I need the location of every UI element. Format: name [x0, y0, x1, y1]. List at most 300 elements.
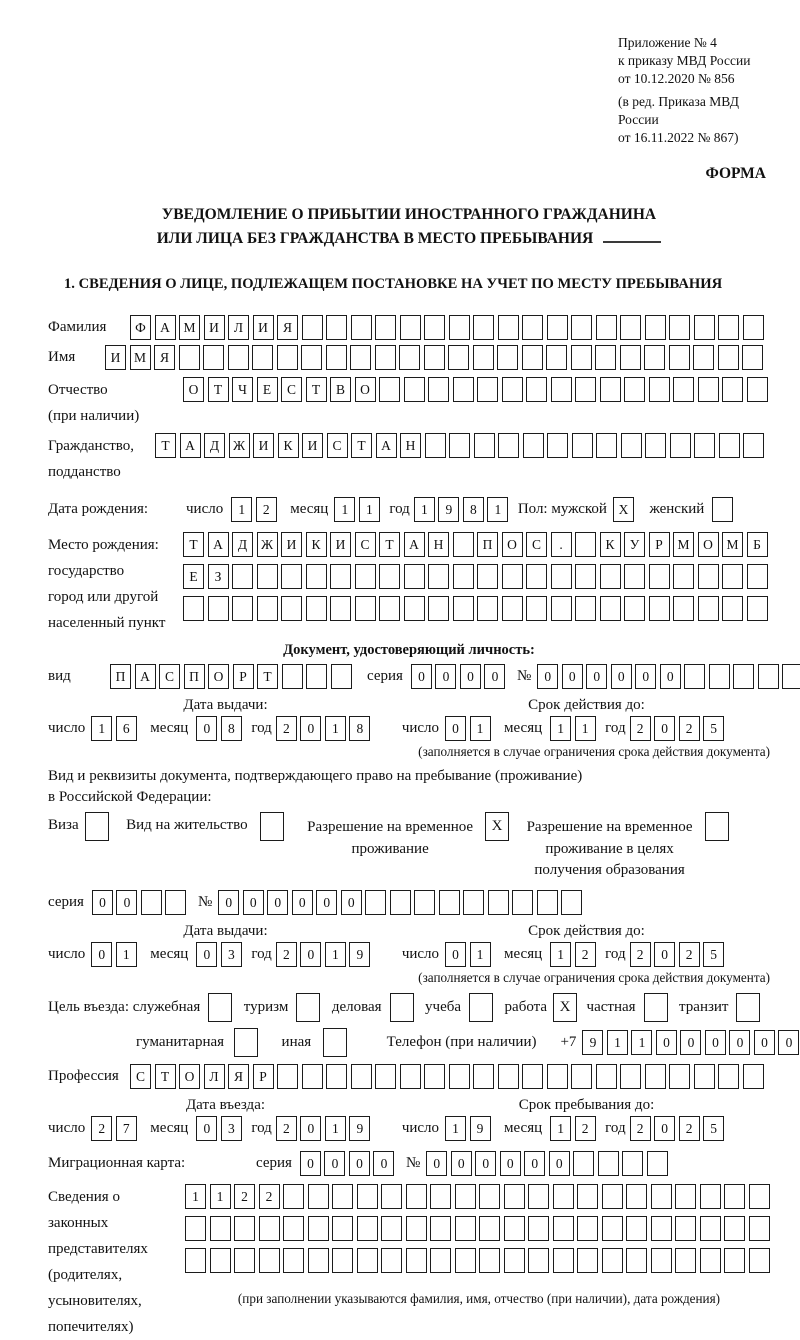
char-box[interactable] [296, 993, 320, 1022]
char-box[interactable]: 0 [656, 1030, 677, 1055]
char-box[interactable] [693, 345, 714, 370]
char-box[interactable] [528, 1184, 549, 1209]
char-box[interactable] [479, 1184, 500, 1209]
char-box[interactable]: 0 [754, 1030, 775, 1055]
char-box[interactable] [526, 564, 547, 589]
char-box[interactable] [743, 433, 764, 458]
char-box[interactable] [449, 1064, 470, 1089]
char-box[interactable] [724, 1216, 745, 1241]
char-box[interactable]: 0 [445, 716, 466, 741]
char-box[interactable] [602, 1216, 623, 1241]
char-box[interactable] [620, 1064, 641, 1089]
char-box[interactable] [379, 596, 400, 621]
char-box[interactable] [523, 433, 544, 458]
char-box[interactable] [528, 1248, 549, 1273]
char-box[interactable]: В [330, 377, 351, 402]
char-box[interactable]: И [302, 433, 323, 458]
char-box[interactable] [571, 345, 592, 370]
char-box[interactable]: X [553, 993, 577, 1022]
char-box[interactable] [649, 377, 670, 402]
char-box[interactable]: А [404, 532, 425, 557]
char-box[interactable]: П [110, 664, 131, 689]
char-box[interactable]: У [624, 532, 645, 557]
char-box[interactable] [502, 377, 523, 402]
char-box[interactable]: . [551, 532, 572, 557]
char-box[interactable] [283, 1216, 304, 1241]
char-box[interactable]: 0 [586, 664, 607, 689]
char-box[interactable] [624, 564, 645, 589]
char-box[interactable] [651, 1248, 672, 1273]
char-box[interactable] [406, 1184, 427, 1209]
char-box[interactable] [332, 1184, 353, 1209]
char-box[interactable] [575, 596, 596, 621]
char-box[interactable] [709, 664, 730, 689]
char-box[interactable]: 2 [679, 716, 700, 741]
char-box[interactable]: Я [154, 345, 175, 370]
char-box[interactable] [547, 433, 568, 458]
char-box[interactable] [455, 1216, 476, 1241]
char-box[interactable] [626, 1216, 647, 1241]
char-box[interactable]: 0 [196, 716, 217, 741]
char-box[interactable] [526, 377, 547, 402]
char-box[interactable]: X [613, 497, 634, 522]
char-box[interactable] [234, 1028, 258, 1057]
char-box[interactable]: З [208, 564, 229, 589]
char-box[interactable]: 0 [243, 890, 264, 915]
char-box[interactable]: А [135, 664, 156, 689]
char-box[interactable] [722, 377, 743, 402]
char-box[interactable]: О [208, 664, 229, 689]
char-box[interactable]: Т [257, 664, 278, 689]
char-box[interactable] [504, 1184, 525, 1209]
char-box[interactable] [308, 1216, 329, 1241]
char-box[interactable] [498, 1064, 519, 1089]
char-box[interactable] [203, 345, 224, 370]
char-box[interactable] [332, 1216, 353, 1241]
char-box[interactable] [428, 564, 449, 589]
char-box[interactable]: О [183, 377, 204, 402]
char-box[interactable]: А [208, 532, 229, 557]
char-box[interactable]: 0 [92, 890, 113, 915]
char-box[interactable] [675, 1216, 696, 1241]
char-box[interactable] [675, 1184, 696, 1209]
char-box[interactable] [165, 890, 186, 915]
char-box[interactable] [210, 1216, 231, 1241]
char-box[interactable]: Ж [229, 433, 250, 458]
char-box[interactable]: 8 [349, 716, 370, 741]
char-box[interactable] [600, 596, 621, 621]
char-box[interactable]: А [180, 433, 201, 458]
char-box[interactable]: Т [155, 1064, 176, 1089]
char-box[interactable] [350, 345, 371, 370]
char-box[interactable]: 1 [575, 716, 596, 741]
char-box[interactable] [232, 564, 253, 589]
char-box[interactable] [357, 1184, 378, 1209]
char-box[interactable]: Н [428, 532, 449, 557]
char-box[interactable]: 2 [575, 1116, 596, 1141]
char-box[interactable]: 1 [91, 716, 112, 741]
char-box[interactable] [596, 315, 617, 340]
char-box[interactable] [473, 345, 494, 370]
char-box[interactable]: 0 [426, 1151, 447, 1176]
char-box[interactable] [308, 1248, 329, 1273]
char-box[interactable]: 3 [221, 942, 242, 967]
char-box[interactable] [743, 1064, 764, 1089]
char-box[interactable]: И [330, 532, 351, 557]
char-box[interactable] [308, 1184, 329, 1209]
char-box[interactable]: Т [183, 532, 204, 557]
char-box[interactable] [747, 377, 768, 402]
char-box[interactable] [724, 1248, 745, 1273]
char-box[interactable]: 0 [445, 942, 466, 967]
char-box[interactable] [700, 1184, 721, 1209]
char-box[interactable] [700, 1248, 721, 1273]
char-box[interactable] [651, 1216, 672, 1241]
char-box[interactable] [351, 1064, 372, 1089]
char-box[interactable]: 0 [316, 890, 337, 915]
char-box[interactable] [455, 1248, 476, 1273]
char-box[interactable]: 9 [438, 497, 459, 522]
char-box[interactable] [698, 596, 719, 621]
char-box[interactable] [473, 315, 494, 340]
char-box[interactable] [453, 532, 474, 557]
char-box[interactable]: Л [204, 1064, 225, 1089]
char-box[interactable] [306, 564, 327, 589]
char-box[interactable] [282, 664, 303, 689]
char-box[interactable] [400, 1064, 421, 1089]
char-box[interactable] [326, 315, 347, 340]
char-box[interactable] [644, 345, 665, 370]
char-box[interactable] [749, 1184, 770, 1209]
char-box[interactable]: К [306, 532, 327, 557]
char-box[interactable] [575, 564, 596, 589]
char-box[interactable] [742, 345, 763, 370]
char-box[interactable] [747, 564, 768, 589]
char-box[interactable] [85, 812, 109, 841]
char-box[interactable] [277, 345, 298, 370]
char-box[interactable]: А [155, 315, 176, 340]
char-box[interactable] [479, 1248, 500, 1273]
char-box[interactable]: 1 [470, 942, 491, 967]
char-box[interactable] [474, 433, 495, 458]
char-box[interactable]: М [673, 532, 694, 557]
char-box[interactable] [365, 890, 386, 915]
char-box[interactable] [477, 564, 498, 589]
char-box[interactable]: 0 [116, 890, 137, 915]
char-box[interactable] [504, 1216, 525, 1241]
char-box[interactable] [673, 596, 694, 621]
char-box[interactable] [575, 532, 596, 557]
char-box[interactable] [528, 1216, 549, 1241]
char-box[interactable]: К [278, 433, 299, 458]
char-box[interactable]: 0 [324, 1151, 345, 1176]
char-box[interactable]: М [179, 315, 200, 340]
char-box[interactable] [301, 345, 322, 370]
char-box[interactable] [428, 596, 449, 621]
char-box[interactable]: 0 [635, 664, 656, 689]
char-box[interactable] [357, 1216, 378, 1241]
char-box[interactable] [669, 1064, 690, 1089]
char-box[interactable] [712, 497, 733, 522]
char-box[interactable]: 2 [259, 1184, 280, 1209]
char-box[interactable] [473, 1064, 494, 1089]
char-box[interactable] [758, 664, 779, 689]
char-box[interactable] [522, 1064, 543, 1089]
char-box[interactable] [547, 1064, 568, 1089]
char-box[interactable]: 0 [292, 890, 313, 915]
char-box[interactable]: 0 [562, 664, 583, 689]
char-box[interactable] [649, 564, 670, 589]
char-box[interactable]: И [253, 315, 274, 340]
char-box[interactable] [626, 1184, 647, 1209]
char-box[interactable] [141, 890, 162, 915]
char-box[interactable]: 0 [484, 664, 505, 689]
char-box[interactable]: Т [155, 433, 176, 458]
char-box[interactable]: Е [257, 377, 278, 402]
char-box[interactable]: 0 [680, 1030, 701, 1055]
char-box[interactable] [670, 433, 691, 458]
char-box[interactable] [722, 596, 743, 621]
char-box[interactable]: И [281, 532, 302, 557]
char-box[interactable]: К [600, 532, 621, 557]
char-box[interactable] [724, 1184, 745, 1209]
char-box[interactable] [477, 377, 498, 402]
char-box[interactable] [722, 564, 743, 589]
char-box[interactable] [430, 1216, 451, 1241]
char-box[interactable] [600, 377, 621, 402]
char-box[interactable] [673, 377, 694, 402]
char-box[interactable]: 1 [325, 716, 346, 741]
char-box[interactable] [477, 596, 498, 621]
char-box[interactable]: 1 [116, 942, 137, 967]
char-box[interactable]: 0 [373, 1151, 394, 1176]
char-box[interactable]: 0 [300, 1116, 321, 1141]
char-box[interactable]: Н [400, 433, 421, 458]
char-box[interactable] [669, 315, 690, 340]
char-box[interactable]: 0 [475, 1151, 496, 1176]
char-box[interactable] [669, 345, 690, 370]
char-box[interactable] [381, 1248, 402, 1273]
char-box[interactable] [602, 1184, 623, 1209]
char-box[interactable] [375, 1064, 396, 1089]
char-box[interactable]: 6 [116, 716, 137, 741]
char-box[interactable] [400, 315, 421, 340]
char-box[interactable] [553, 1248, 574, 1273]
char-box[interactable] [577, 1184, 598, 1209]
char-box[interactable]: П [184, 664, 205, 689]
char-box[interactable] [694, 1064, 715, 1089]
char-box[interactable]: 5 [703, 1116, 724, 1141]
char-box[interactable] [736, 993, 760, 1022]
char-box[interactable] [622, 1151, 643, 1176]
char-box[interactable]: Ф [130, 315, 151, 340]
char-box[interactable] [375, 345, 396, 370]
char-box[interactable]: 5 [703, 716, 724, 741]
char-box[interactable]: 7 [116, 1116, 137, 1141]
char-box[interactable] [522, 315, 543, 340]
char-box[interactable] [351, 315, 372, 340]
char-box[interactable] [626, 1248, 647, 1273]
char-box[interactable] [733, 664, 754, 689]
char-box[interactable]: 0 [611, 664, 632, 689]
char-box[interactable] [553, 1216, 574, 1241]
char-box[interactable] [449, 315, 470, 340]
char-box[interactable]: С [281, 377, 302, 402]
char-box[interactable] [573, 1151, 594, 1176]
char-box[interactable]: 0 [660, 664, 681, 689]
char-box[interactable] [281, 596, 302, 621]
char-box[interactable] [252, 345, 273, 370]
char-box[interactable] [234, 1216, 255, 1241]
char-box[interactable] [379, 564, 400, 589]
char-box[interactable]: 9 [470, 1116, 491, 1141]
char-box[interactable] [684, 664, 705, 689]
char-box[interactable]: 8 [221, 716, 242, 741]
char-box[interactable]: 1 [487, 497, 508, 522]
char-box[interactable] [644, 993, 668, 1022]
char-box[interactable]: 2 [679, 1116, 700, 1141]
char-box[interactable]: 0 [729, 1030, 750, 1055]
char-box[interactable] [595, 345, 616, 370]
char-box[interactable] [705, 812, 729, 841]
char-box[interactable] [302, 315, 323, 340]
char-box[interactable]: С [526, 532, 547, 557]
char-box[interactable]: Б [747, 532, 768, 557]
char-box[interactable] [479, 1216, 500, 1241]
char-box[interactable] [719, 433, 740, 458]
char-box[interactable]: С [130, 1064, 151, 1089]
char-box[interactable] [390, 890, 411, 915]
char-box[interactable] [498, 433, 519, 458]
char-box[interactable]: М [722, 532, 743, 557]
char-box[interactable] [551, 377, 572, 402]
char-box[interactable] [645, 1064, 666, 1089]
char-box[interactable]: Т [351, 433, 372, 458]
char-box[interactable] [404, 377, 425, 402]
char-box[interactable] [571, 315, 592, 340]
char-box[interactable] [624, 377, 645, 402]
char-box[interactable] [185, 1216, 206, 1241]
char-box[interactable]: 0 [654, 942, 675, 967]
char-box[interactable] [379, 377, 400, 402]
char-box[interactable] [497, 345, 518, 370]
char-box[interactable] [463, 890, 484, 915]
char-box[interactable] [698, 377, 719, 402]
char-box[interactable] [428, 377, 449, 402]
char-box[interactable] [572, 433, 593, 458]
char-box[interactable] [551, 564, 572, 589]
char-box[interactable]: Д [232, 532, 253, 557]
char-box[interactable]: 3 [221, 1116, 242, 1141]
char-box[interactable] [718, 345, 739, 370]
char-box[interactable] [390, 993, 414, 1022]
char-box[interactable]: 1 [607, 1030, 628, 1055]
char-box[interactable] [553, 1184, 574, 1209]
char-box[interactable] [469, 993, 493, 1022]
char-box[interactable] [498, 315, 519, 340]
char-box[interactable] [698, 564, 719, 589]
char-box[interactable] [326, 1064, 347, 1089]
char-box[interactable] [537, 890, 558, 915]
char-box[interactable]: 1 [325, 942, 346, 967]
char-box[interactable]: 2 [276, 942, 297, 967]
char-box[interactable] [522, 345, 543, 370]
char-box[interactable]: 0 [500, 1151, 521, 1176]
char-box[interactable] [747, 596, 768, 621]
char-box[interactable]: 0 [341, 890, 362, 915]
char-box[interactable] [330, 596, 351, 621]
char-box[interactable] [571, 1064, 592, 1089]
char-box[interactable] [453, 377, 474, 402]
char-box[interactable] [430, 1248, 451, 1273]
char-box[interactable] [749, 1248, 770, 1273]
char-box[interactable] [228, 345, 249, 370]
char-box[interactable]: 2 [630, 942, 651, 967]
char-box[interactable] [355, 564, 376, 589]
char-box[interactable]: С [355, 532, 376, 557]
char-box[interactable]: 5 [703, 942, 724, 967]
char-box[interactable] [179, 345, 200, 370]
char-box[interactable] [375, 315, 396, 340]
char-box[interactable]: 0 [196, 1116, 217, 1141]
char-box[interactable] [600, 564, 621, 589]
char-box[interactable]: 1 [631, 1030, 652, 1055]
char-box[interactable]: 0 [549, 1151, 570, 1176]
char-box[interactable]: И [105, 345, 126, 370]
char-box[interactable]: Т [208, 377, 229, 402]
char-box[interactable] [302, 1064, 323, 1089]
char-box[interactable]: 2 [276, 1116, 297, 1141]
char-box[interactable] [743, 315, 764, 340]
char-box[interactable]: Т [306, 377, 327, 402]
char-box[interactable] [183, 596, 204, 621]
char-box[interactable] [404, 564, 425, 589]
char-box[interactable]: 0 [654, 1116, 675, 1141]
char-box[interactable]: 0 [654, 716, 675, 741]
char-box[interactable] [449, 433, 470, 458]
char-box[interactable]: 0 [460, 664, 481, 689]
char-box[interactable]: 1 [359, 497, 380, 522]
char-box[interactable] [718, 315, 739, 340]
char-box[interactable] [406, 1216, 427, 1241]
char-box[interactable] [281, 564, 302, 589]
char-box[interactable] [185, 1248, 206, 1273]
char-box[interactable]: 9 [349, 1116, 370, 1141]
char-box[interactable]: 1 [210, 1184, 231, 1209]
char-box[interactable] [651, 1184, 672, 1209]
char-box[interactable]: 0 [267, 890, 288, 915]
char-box[interactable]: П [477, 532, 498, 557]
char-box[interactable]: 0 [349, 1151, 370, 1176]
char-box[interactable] [649, 596, 670, 621]
char-box[interactable]: 0 [778, 1030, 799, 1055]
char-box[interactable]: 2 [276, 716, 297, 741]
char-box[interactable]: О [355, 377, 376, 402]
char-box[interactable]: 2 [234, 1184, 255, 1209]
char-box[interactable]: Ж [257, 532, 278, 557]
char-box[interactable] [260, 812, 284, 841]
char-box[interactable]: О [502, 532, 523, 557]
char-box[interactable] [596, 433, 617, 458]
char-box[interactable] [381, 1184, 402, 1209]
char-box[interactable] [306, 596, 327, 621]
char-box[interactable] [404, 596, 425, 621]
char-box[interactable]: 1 [550, 1116, 571, 1141]
char-box[interactable]: 2 [256, 497, 277, 522]
char-box[interactable] [620, 345, 641, 370]
char-box[interactable] [673, 564, 694, 589]
char-box[interactable] [621, 433, 642, 458]
